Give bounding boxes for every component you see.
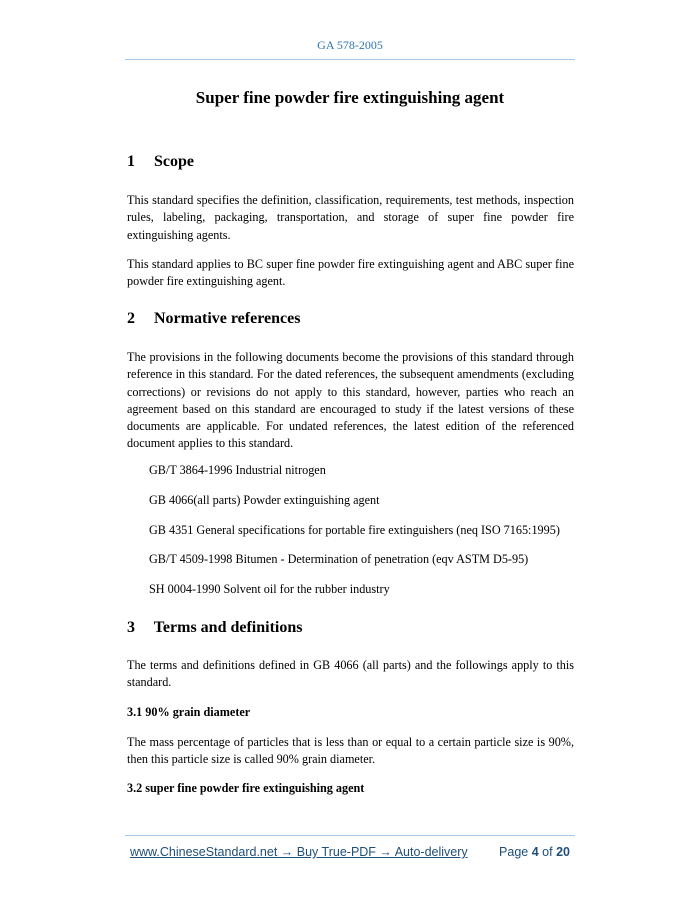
subsection-text: The mass percentage of particles that is less than or equal to a certain particle size is 90%, then this particle size is called 90% grain diameter. [127,735,574,767]
page-footer [130,845,570,859]
terms-paragraph: The terms and definitions defined in GB 4066 (all parts) and the followings apply to this standard. [127,658,574,690]
page-label: Page [499,845,529,859]
reference-item: SH 0004-1990 Solvent oil for the rubber industry [149,582,390,596]
section-title: Terms and definitions [153,619,303,636]
reference-item: GB/T 4509-1998 Bitumen - Determination of penetration (eqv ASTM D5-95) [149,552,529,566]
page-indicator [499,845,570,859]
subsection-heading: 3.2 super fine powder fire extinguishing agent [127,781,365,795]
standard-code: GA 578-2005 [317,38,383,52]
header-divider [125,59,575,60]
scope-paragraph-1: This standard specifies the definition, classification, requirements, test methods, inspection rules, labeling, packaging, transportation, and storage of super fine powder fire extinguishing agents. [127,193,574,242]
section-title: Scope [154,153,194,170]
reference-item: GB 4066(all parts) Powder extinguishing agent [149,493,380,507]
section-heading-scope [127,153,194,171]
scope-paragraph-2: This standard applies to BC super fine powder fire extinguishing agent and ABC super fine powder fire extinguishing agent. [127,257,574,289]
section-title: Normative references [154,310,301,327]
subsection-heading: 3.1 90% grain diameter [127,705,251,719]
chinesestandard-link[interactable]: www.ChineseStandard.net → Buy True-PDF → Auto-delivery [130,845,468,859]
reference-item: GB 4351 General specifications for portable fire extinguishers (neq ISO 7165:1995) [149,523,560,537]
reference-item: GB/T 3864-1996 Industrial nitrogen [149,463,326,477]
section-number: 3 [127,619,135,636]
footer-divider [125,835,575,836]
section-heading-normative-references [127,310,300,328]
section-heading-terms-and-definitions [127,619,303,637]
page-of: of [542,845,553,859]
document-title: Super fine powder fire extinguishing agent [195,88,505,107]
section-number: 1 [127,153,135,170]
page-current: 4 [531,845,539,859]
section-number: 2 [127,310,135,327]
normative-references-paragraph: The provisions in the following documents become the provisions of this standard through reference in this standard. For the dated references, the subsequent amendments (excluding corrections) or revisions do not apply to this standard, however, parties who reach an agreement based on this standard are encouraged to study if the latest versions of these documents are applicable. For undated references, the latest edition of the referenced document applies to this standard. [127,350,574,451]
page-total: 20 [556,845,570,859]
